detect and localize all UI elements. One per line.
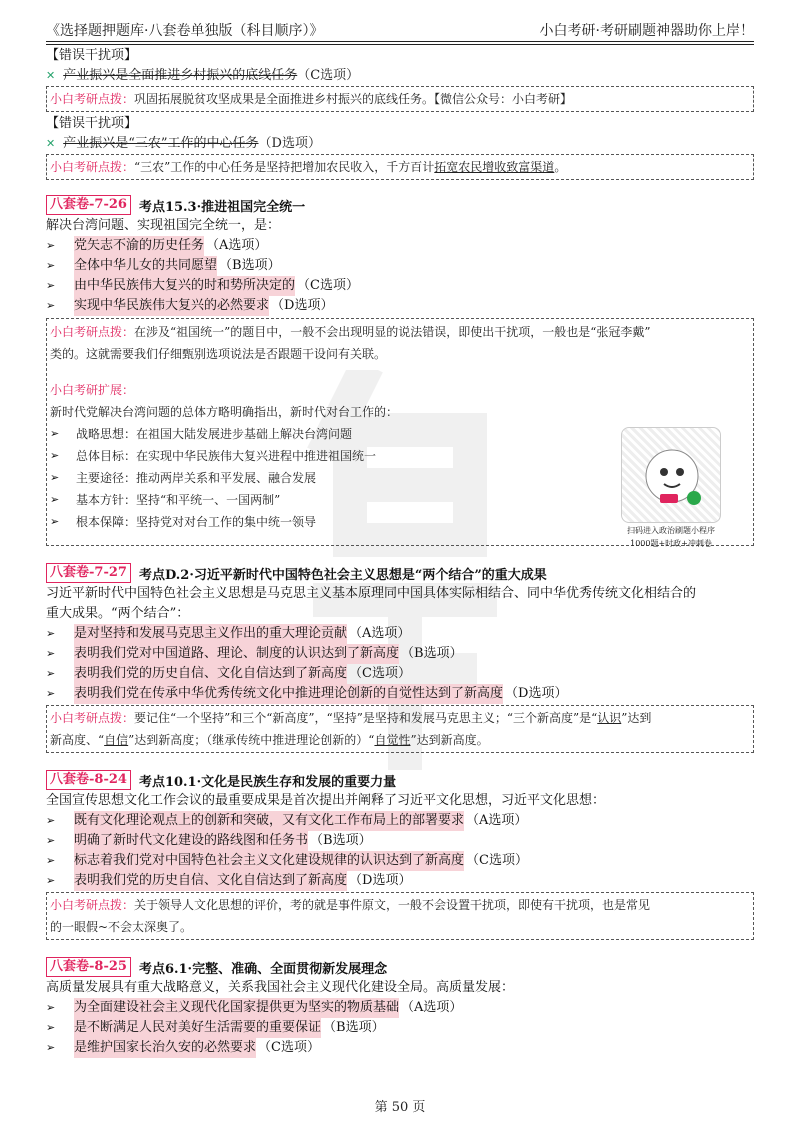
option-text: 表明我们党的历史自信、文化自信达到了新高度 (74, 664, 347, 684)
wrong-option-item (46, 134, 754, 153)
option-text: 标志着我们党对中国特色社会主义文化建设规律的认识达到了新高度 (74, 851, 464, 871)
arrow-bullet-icon: ➢ (50, 427, 60, 440)
tip-text-line2: 的一眼假~不会太深奥了。 (50, 920, 193, 934)
arrow-bullet-icon: ➢ (46, 687, 56, 700)
qr-caption-sub: 1000题+时政+冲刺卷 (630, 539, 712, 548)
expand-label: 小白考研扩展： (50, 383, 135, 397)
option-letter: （B选项） (219, 258, 281, 273)
cross-icon: ✕ (46, 137, 56, 150)
option-letter: （C选项） (466, 853, 528, 868)
topic-title: 考点10.1·文化是民族生存和发展的重要力量 (138, 774, 397, 790)
tip-line (50, 321, 750, 343)
arrow-bullet-icon: ➢ (50, 515, 60, 528)
option-item (46, 998, 754, 1018)
option-letter: （D选项） (349, 873, 412, 888)
expand-item-text: 根本保障：坚持党对对台工作的集中统一领导 (76, 515, 317, 529)
arrow-bullet-icon: ➢ (50, 493, 60, 506)
tip-label: 小白考研点拨： (50, 92, 135, 106)
tip-label: 小白考研点拨： (50, 711, 135, 725)
tip-underlined-text: 自觉性 (374, 733, 411, 747)
option-item (46, 644, 754, 664)
arrow-bullet-icon: ➢ (46, 1041, 56, 1054)
header-slogan: 小白考研·考研刷题神器助你上岸！ (539, 23, 754, 39)
tip-line (50, 707, 750, 729)
expand-item-text: 基本方针：坚持“和平统一、一国两制” (76, 493, 281, 507)
tip-text: 巩固拓展脱贫攻坚成果是全面推进乡村振兴的底线任务。【微信公众号：小白考研】 (134, 92, 573, 106)
tip-text: 要记住“一个坚持”和三个“新高度”，“坚持”是坚持和发展马克思主义；“三个新高度”是“ (134, 711, 598, 725)
option-letter: （D选项） (258, 136, 321, 151)
option-letter: （C选项） (258, 1040, 320, 1055)
question-stem: 全国宣传思想文化工作会议的最重要成果是首次提出并阐释了习近平文化思想，习近平文化思想： (46, 793, 606, 808)
exam-tag: 八套卷-7-26 (46, 195, 131, 215)
option-letter: （B选项） (310, 833, 372, 848)
option-item (46, 684, 754, 704)
option-letter: （C选项） (297, 278, 359, 293)
tip-underlined-text: 拓宽农民增收致富渠道 (434, 160, 555, 174)
qr-caption: 扫码进入政治刷题小程序 (627, 526, 715, 535)
header-divider-thin (46, 44, 754, 45)
cross-icon: ✕ (46, 69, 56, 82)
arrow-bullet-icon: ➢ (46, 854, 56, 867)
option-item (46, 1018, 754, 1038)
exam-tag: 八套卷-8-25 (46, 957, 131, 977)
option-item (46, 236, 754, 256)
tip-expand-box (46, 318, 754, 546)
tip-box (46, 705, 754, 753)
option-text: 全体中华儿女的共同愿望 (74, 256, 217, 276)
question-stem: 解决台湾问题、实现祖国完全统一，是： (46, 218, 281, 233)
wrong-label: 【错误干扰项】 (46, 116, 138, 131)
tip-text: 关于领导人文化思想的评价，考的就是事件原文，一般不会设置干扰项，即使有干扰项，也是常见 (134, 898, 651, 912)
option-letter: （D选项） (271, 298, 334, 313)
option-text: 实现中华民族伟大复兴的必然要求 (74, 296, 269, 316)
option-item (46, 664, 754, 684)
tip-text: ”达到 (621, 711, 652, 725)
option-text: 表明我们党对中国道路、理论、制度的认识达到了新高度 (74, 644, 399, 664)
option-text: 是不断满足人民对美好生活需要的重要保证 (74, 1018, 321, 1038)
arrow-bullet-icon: ➢ (46, 667, 56, 680)
tip-underlined-text: 自信 (104, 733, 129, 747)
expand-item-text: 战略思想：在祖国大陆发展进步基础上解决台湾问题 (76, 427, 353, 441)
option-item (46, 851, 754, 871)
wrong-option-text: 产业振兴是全面推进乡村振兴的底线任务 (63, 68, 298, 83)
option-letter: （A选项） (206, 238, 268, 253)
option-item (46, 296, 754, 316)
arrow-bullet-icon: ➢ (46, 874, 56, 887)
option-letter: （A选项） (401, 1000, 463, 1015)
option-letter: （D选项） (505, 686, 568, 701)
arrow-bullet-icon: ➢ (46, 1001, 56, 1014)
tip-text-line2: 类的。这就需要我们仔细甄别选项说法是否跟题干设问有关联。 (50, 347, 387, 361)
arrow-bullet-icon: ➢ (46, 259, 56, 272)
tip-label: 小白考研点拨： (50, 325, 135, 339)
expand-item-text: 主要途径：推动两岸关系和平发展、融合发展 (76, 471, 317, 485)
arrow-bullet-icon: ➢ (46, 1021, 56, 1034)
option-item (46, 871, 754, 891)
option-letter: （C选项） (297, 68, 360, 83)
wrong-option-item (46, 66, 754, 85)
option-item (46, 256, 754, 276)
topic-title: 考点D.2·习近平新时代中国特色社会主义思想是“两个结合”的重大成果 (138, 567, 547, 583)
tip-text: ”达到新高度。 (410, 733, 489, 747)
option-text: 党矢志不渝的历史任务 (74, 236, 204, 256)
topic-title: 考点15.3·推进祖国完全统一 (138, 199, 306, 215)
option-text: 表明我们党的历史自信、文化自信达到了新高度 (74, 871, 347, 891)
qr-code-icon[interactable] (621, 427, 721, 523)
option-letter: （A选项） (349, 626, 411, 641)
tip-label: 小白考研点拨： (50, 160, 135, 174)
question-stem: 习近平新时代中国特色社会主义思想是马克思主义基本原理同中国具体实际相结合、同中华优秀传统文化相结合的 (46, 586, 697, 601)
wrong-label: 【错误干扰项】 (46, 48, 138, 63)
option-item (46, 811, 754, 831)
option-text: 由中华民族伟大复兴的时和势所决定的 (74, 276, 295, 296)
arrow-bullet-icon: ➢ (46, 627, 56, 640)
option-text: 是维护国家长治久安的必然要求 (74, 1038, 256, 1058)
tip-line (50, 894, 750, 916)
question-stem-line2: 重大成果。“两个结合”： (46, 606, 190, 621)
option-text: 明确了新时代文化建设的路线图和任务书 (74, 831, 308, 851)
tip-text: 在涉及“祖国统一”的题目中，一般不会出现明显的说法错误，即使出干扰项，一般也是“张冠李戴” (134, 325, 651, 339)
option-text: 表明我们党在传承中华优秀传统文化中推进理论创新的自觉性达到了新高度 (74, 684, 503, 704)
arrow-bullet-icon: ➢ (50, 449, 60, 462)
tip-text-end: 。 (554, 160, 567, 174)
page-number: 第 50 页 (374, 1100, 426, 1115)
section-heading (46, 769, 754, 791)
tip-underlined-text: 认识 (597, 711, 622, 725)
arrow-bullet-icon: ➢ (46, 299, 56, 312)
section-heading (46, 956, 754, 978)
option-text: 既有文化理论观点上的创新和突破，又有文化工作布局上的部署要求 (74, 811, 464, 831)
arrow-bullet-icon: ➢ (46, 647, 56, 660)
option-letter: （A选项） (466, 813, 528, 828)
option-item (46, 624, 754, 644)
option-text: 为全面建设社会主义现代化国家提供更为坚实的物质基础 (74, 998, 399, 1018)
option-letter: （B选项） (401, 646, 463, 661)
tip-box (46, 86, 754, 112)
mini-program-qr[interactable] (617, 427, 725, 549)
expand-intro: 新时代党解决台湾问题的总体方略明确指出，新时代对台工作的： (50, 405, 399, 419)
tip-text: “三农”工作的中心任务是坚持把增加农民收入，千方百计 (134, 160, 435, 174)
section-heading (46, 194, 754, 216)
header-divider (46, 41, 754, 42)
option-item (46, 831, 754, 851)
tip-text: ”达到新高度；（继承传统中推进理论创新的）“ (128, 733, 375, 747)
tip-box (46, 154, 754, 180)
option-item (46, 1038, 754, 1058)
tip-box (46, 892, 754, 940)
section-heading (46, 562, 754, 584)
page-header (46, 18, 754, 40)
arrow-bullet-icon: ➢ (46, 279, 56, 292)
exam-tag: 八套卷-7-27 (46, 563, 131, 583)
arrow-bullet-icon: ➢ (46, 239, 56, 252)
header-title: 《选择题押题库·八套卷单独版（科目顺序）》 (46, 23, 324, 39)
wrong-option-text: 产业振兴是“三农”工作的中心任务 (63, 136, 259, 151)
tip-line (50, 729, 750, 751)
tip-label: 小白考研点拨： (50, 898, 135, 912)
tip-text: 新高度、“ (50, 733, 105, 747)
option-text: 是对坚持和发展马克思主义作出的重大理论贡献 (74, 624, 347, 644)
arrow-bullet-icon: ➢ (50, 471, 60, 484)
option-item (46, 276, 754, 296)
topic-title: 考点6.1·完整、准确、全面贯彻新发展理念 (138, 961, 388, 977)
page-content (46, 46, 754, 1058)
option-letter: （C选项） (349, 666, 411, 681)
exam-tag: 八套卷-8-24 (46, 770, 131, 790)
expand-item-text: 总体目标：在实现中华民族伟大复兴进程中推进祖国统一 (76, 449, 377, 463)
arrow-bullet-icon: ➢ (46, 834, 56, 847)
question-stem: 高质量发展具有重大战略意义，关系我国社会主义现代化建设全局。高质量发展： (46, 980, 515, 995)
option-letter: （B选项） (323, 1020, 385, 1035)
arrow-bullet-icon: ➢ (46, 814, 56, 827)
